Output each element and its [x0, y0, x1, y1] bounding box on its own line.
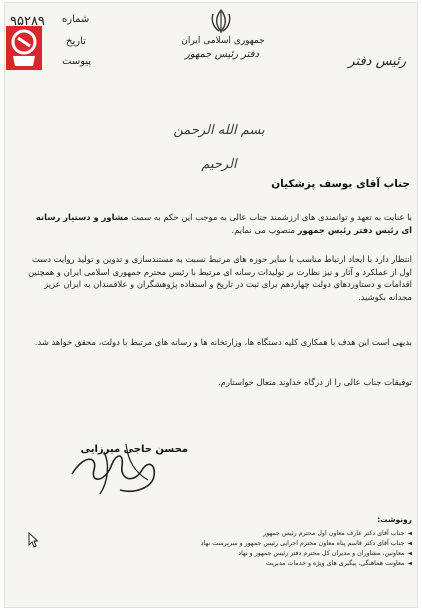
paragraph-cooperation: بدیهی است این هدف با همکاری کلیه دستگاه ها، وزارتخانه ها و رسانه های مرتبط با دولت، محقق خواهد شد. [34, 337, 412, 347]
copy-item: ◄ معاونت هماهنگی، پیگیری های ویژه و خدمات مدیریت [114, 559, 412, 569]
recipient: جناب آقای یوسف پزشکیان [271, 178, 410, 190]
office-name: دفتر رئیس جمهور [184, 49, 260, 60]
date-label: تاریخ [66, 36, 86, 47]
copy-item: ◄ معاونین، مشاوران و مدیران کل محترم دفتر رئیس جمهور و نهاد [114, 549, 412, 559]
attachment-label: پیوست [62, 56, 92, 67]
paragraph-appointment: با عنایت به تعهد و توانمندی های ارزشمند جناب عالی به موجب این حکم به سمت مشاور و دستیار رسانه ای رئیس دفتر رئیس جمهور منصوب می نمایم. [35, 212, 412, 235]
basmala: بسم الله الرحمن الرحیم [173, 123, 265, 172]
appointment-title: مشاور و دستیار رسانه ای رئیس دفتر رئیس جمهور [35, 212, 412, 235]
copies-title: رونوشت: [377, 515, 412, 524]
signer-name: محسن حاجی میرزایی [80, 444, 188, 455]
number-label: شماره [62, 14, 90, 25]
paragraph-closing: توفیقات جناب عالی را از درگاه خداوند متعال خواستارم. [217, 377, 412, 387]
copy-item: ◄ جناب آقای دکتر قاسم پناه معاون محترم اجرایی رئیس جمهور و سرپرست نهاد [114, 539, 412, 549]
letter-page [4, 2, 418, 608]
paragraph-expectations: انتظار دارد با ایجاد ارتباط مناسب با سایر حوزه های مرتبط نسبت به مستندسازی و تدوین و تولید روایت دست اول از عملکرد و آثار و نیز نظارت بر تولیدات رسانه ای مرتبط با رئیس محترم جمهوری اسلامی ایران و همچنین اقدامات و دستاوردهای دولت چهاردهم برای ثبت در تاریخ و استفاده پژوهشگران و علاقمندان به ایران عزیز مجدانه بکوشید. [28, 254, 412, 302]
copy-item: ◄ جناب آقای دکتر عارف معاون اول محترم رئیس جمهور [114, 529, 412, 539]
iran-emblem-icon [208, 8, 234, 34]
office-title: رئیس دفتر [348, 54, 406, 69]
country-name: جمهوری اسلامی ایران [181, 36, 265, 46]
red-stamp-icon [6, 26, 42, 70]
copies-list [114, 529, 412, 569]
mouse-cursor-icon [28, 532, 38, 548]
letter-number: ۹۵۲۸۹ [10, 14, 45, 29]
